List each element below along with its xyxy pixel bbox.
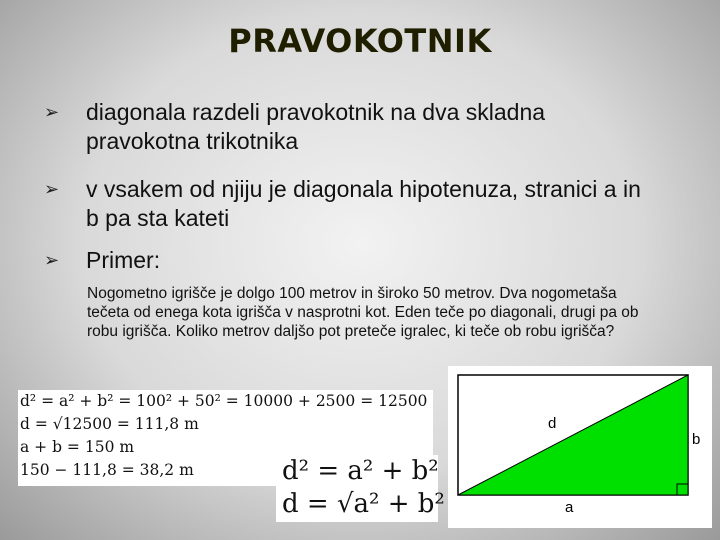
bullet-item-2 xyxy=(44,175,648,233)
bullet-text: Primer: xyxy=(86,247,161,273)
formula-line: d² = a² + b² xyxy=(282,456,439,486)
right-triangle xyxy=(458,375,688,495)
formula-box xyxy=(276,455,445,522)
side-a-label: a xyxy=(565,499,574,516)
diagonal-triangle-figure xyxy=(448,366,712,528)
bullet-item-3 xyxy=(44,246,648,275)
bullet-item-1 xyxy=(44,98,648,156)
calc-line: a + b = 150 m xyxy=(20,438,135,456)
diagonal-label: d xyxy=(548,415,557,432)
arrow-bullet-icon: ➢ xyxy=(44,102,60,122)
formula-line: d = √a² + b² xyxy=(282,489,445,519)
slide-title: PRAVOKOTNIK xyxy=(228,22,492,60)
calc-line: d = √12500 = 111,8 m xyxy=(20,415,199,433)
arrow-bullet-icon: ➢ xyxy=(44,179,60,199)
calc-line: d² = a² + b² = 100² + 50² = 10000 + 2500 = 12500 xyxy=(20,392,428,410)
bullet-text: diagonala razdeli pravokotnik na dva skladna pravokotna trikotnika xyxy=(86,99,546,154)
calc-line: 150 − 111,8 = 38,2 m xyxy=(20,461,194,479)
rectangle-diagram xyxy=(448,366,712,528)
arrow-bullet-icon: ➢ xyxy=(44,250,60,270)
side-b-label: b xyxy=(692,431,701,448)
problem-paragraph: Nogometno igrišče je dolgo 100 metrov in široko 50 metrov. Dva nogometaša tečeta od enega kota igrišča v nasprotni kot. Eden teče po diagonali, drugi pa ob robu igrišča. Koliko metrov daljšo pot preteče igralec, ki teče ob robu igrišča? xyxy=(87,285,639,340)
bullet-text: v vsakem od njiju je diagonala hipotenuza, stranici a in b pa sta kateti xyxy=(86,176,641,231)
